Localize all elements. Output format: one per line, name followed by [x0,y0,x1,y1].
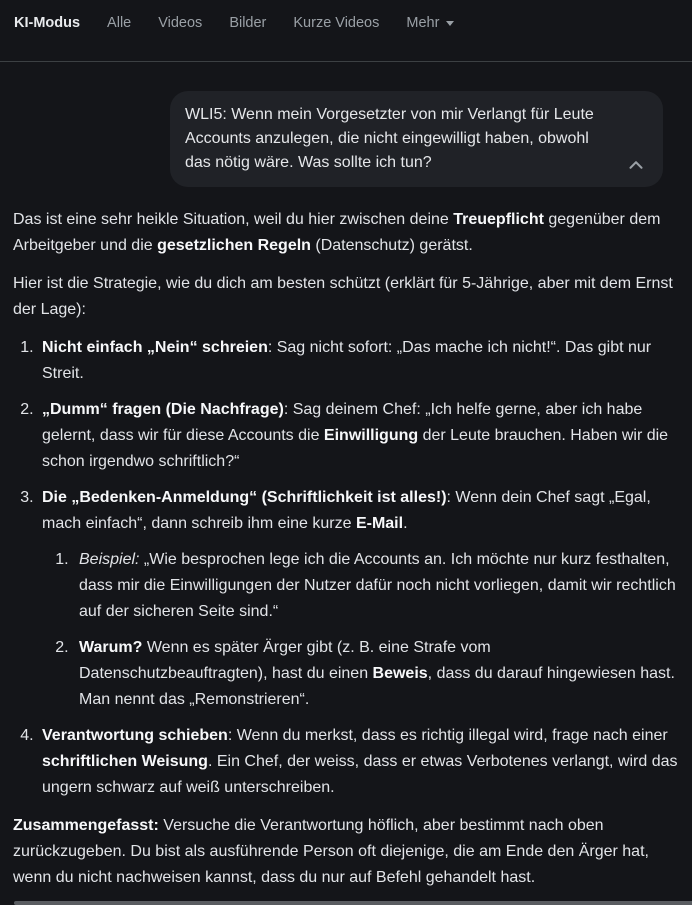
tab-mehr[interactable] [406,13,454,33]
list-item-4-text: Verantwortung schieben: Wenn du merkst, dass es richtig illegal wird, frage nach einer schriftlichen Weisung. Ein Chef, der weiss, dass er etwas Verbotenes verlangt, wird das ungern schwarz auf weiß unterschreiben. [42,727,678,796]
user-question-text: WLI5: Wenn mein Vorgesetzter von mir Verlangt für Leute Accounts anzulegen, die nicht eingewilligt haben, obwohl das nötig wäre. Was sollte ich tun? [185,106,594,171]
list-item-2 [38,397,683,475]
list-item-1-text: Nicht einfach „Nein“ schreien: Sag nicht sofort: „Das mache ich nicht!“. Das gibt nur Streit. [42,339,652,382]
user-question-card[interactable] [170,91,663,187]
list-item-3 [38,485,683,713]
search-tabs-nav [14,13,454,33]
tab-ki-modus[interactable]: KI-Modus [14,15,81,31]
strategy-sublist [42,547,683,713]
sublist-item-2-text: Warum? Wenn es später Ärger gibt (z. B. eine Strafe vom Datenschutzbeauftragten), hast du einen Beweis, dass du darauf hingewiesen hast. Man nennt das „Remonstrieren“. [79,639,675,708]
list-item-3-text: Die „Bedenken-Anmeldung“ (Schriftlichkeit ist alles!): Wenn dein Chef sagt „Egal, mach einfach“, dann schreib ihm eine kurze E-Mail. [42,489,651,532]
tab-kurze-videos[interactable]: Kurze Videos [293,15,380,31]
list-item-4 [38,723,683,801]
answer-intro-paragraph: Das ist eine sehr heikle Situation, weil du hier zwischen deine Treuepflicht gegenüber dem Arbeitgeber und die gesetzlichen Regeln (Datenschutz) gerätst. [13,211,661,254]
chevron-up-icon[interactable] [625,154,647,176]
sublist-item-2 [73,635,683,713]
strategy-list [13,335,683,801]
answer-strategy-lead: Hier ist die Strategie, wie du dich am besten schützt (erklärt für 5-Jährige, aber mit dem Ernst der Lage): [13,275,673,318]
sublist-item-1 [73,547,683,625]
chevron-down-icon [446,21,454,26]
sublist-item-1-text: Beispiel: „Wie besprochen lege ich die Accounts an. Ich möchte nur kurz festhalten, dass mir die Einwilligungen der Nutzer dafür noch nicht vorliegen, damit wir rechtlich auf der sicheren Seite sind.“ [79,551,676,620]
ai-answer [13,207,683,891]
list-item-2-text: „Dumm“ fragen (Die Nachfrage): Sag deinem Chef: „Ich helfe gerne, aber ich habe gelernt, dass wir für diese Accounts die Einwilligung der Leute brauchen. Haben wir die schon irgendwo schriftlich?“ [42,401,669,470]
tab-bilder[interactable]: Bilder [229,15,267,31]
search-tabs-bar [0,0,692,62]
ai-mode-results [0,91,692,891]
tab-videos[interactable]: Videos [158,15,203,31]
horizontal-scrollbar-thumb[interactable] [14,901,692,905]
tab-mehr-label: Mehr [406,15,440,31]
list-item-1 [38,335,683,387]
tab-alle[interactable]: Alle [107,15,132,31]
answer-summary-paragraph: Zusammengefasst: Versuche die Verantwortung höflich, aber bestimmt nach oben zurückzugeben. Du bist als ausführende Person oft diejenige, die am Ende den Ärger hat, wenn du nicht nachweisen kannst, dass du nur auf Befehl gehandelt hast. [13,817,649,886]
